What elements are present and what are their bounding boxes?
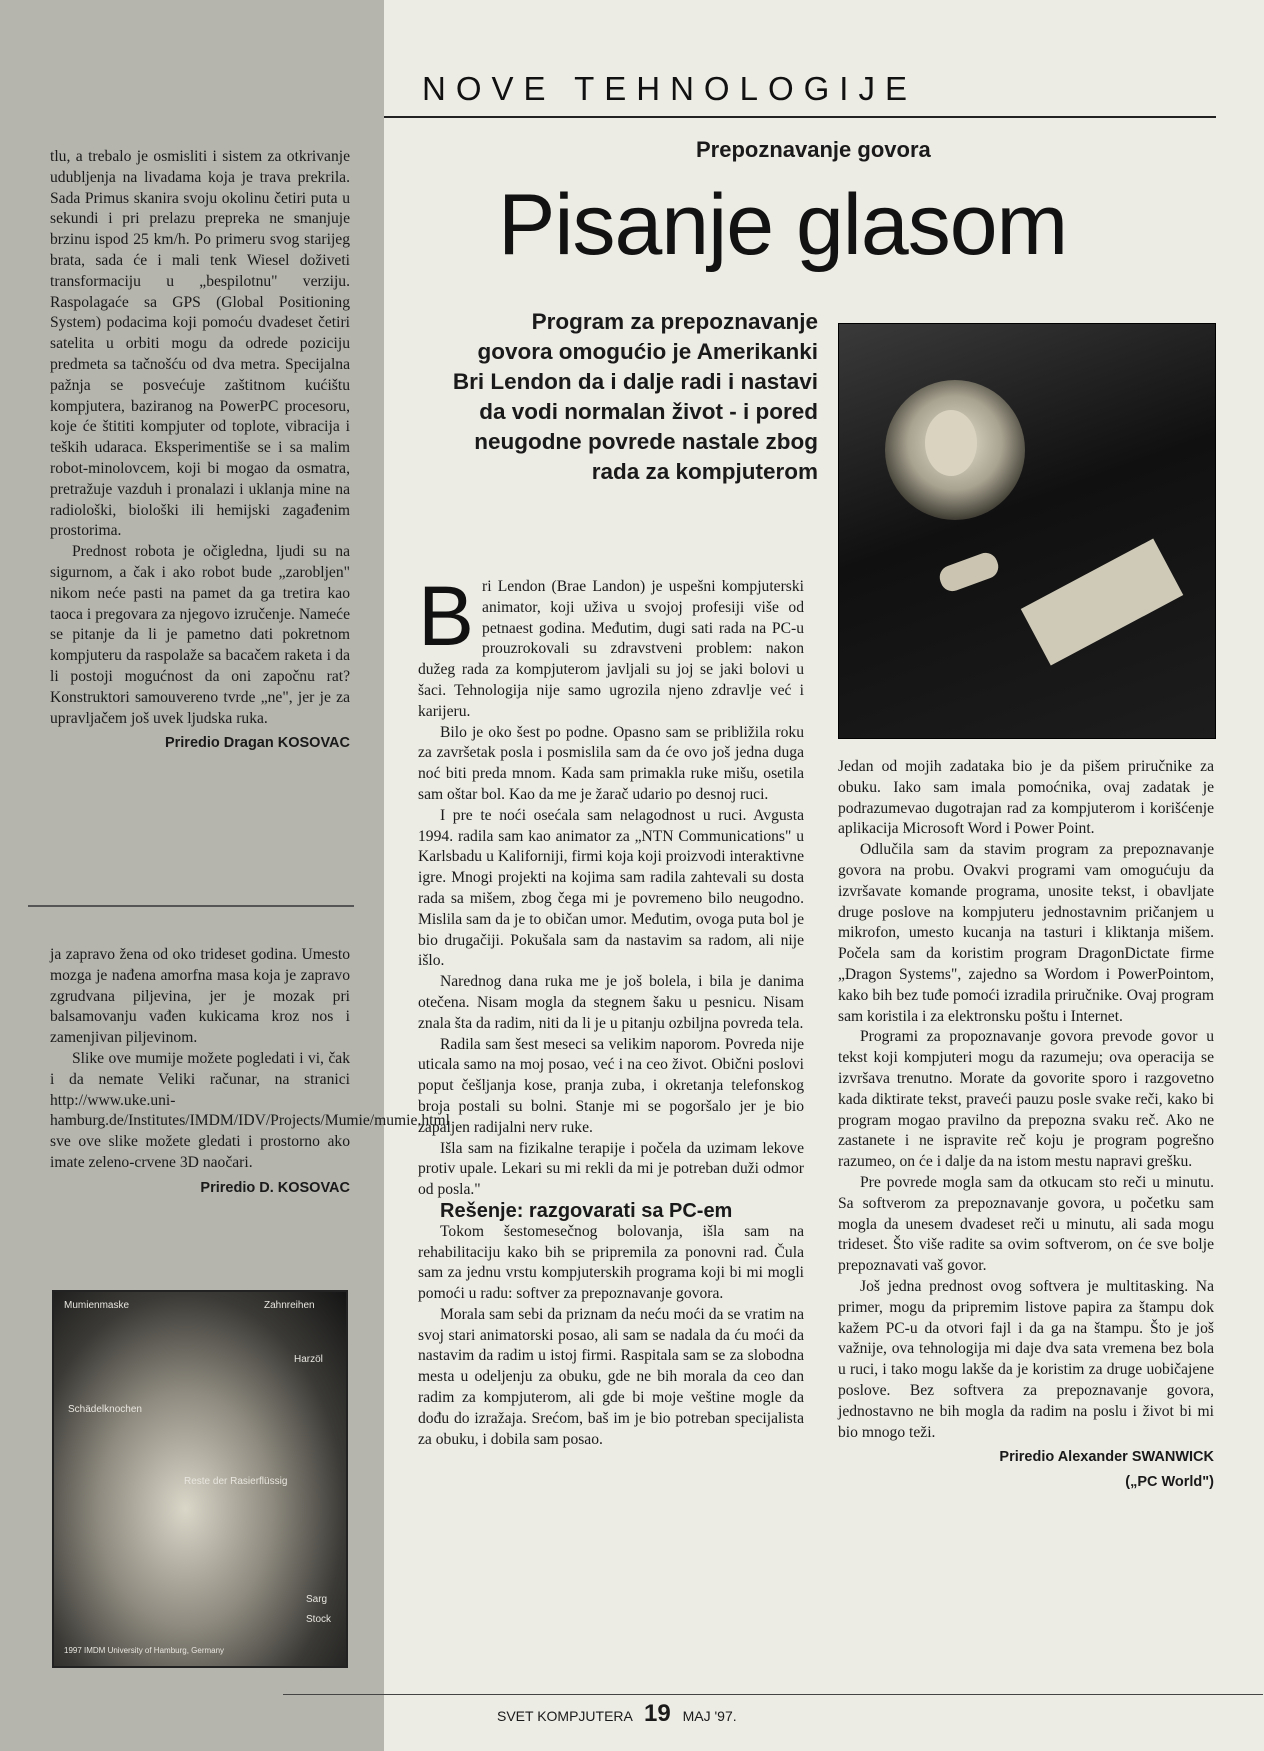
- article-paragraph: Morala sam sebi da priznam da neću moći da se vratim na svoj stari animatorski posao, ali sam se nadala da ću moći da nastavim da radim u istoj firmi. Raspitala sam se za slobodna mesta u odeljenju za obuku, gde ne bih morala da ceo dan radim za kompjuterom, ali gde bi moje veštine mogle da dođu do izražaja. Srećom, baš im je bio potreban specijalista za obuku, i dobila sam posao.: [418, 1305, 804, 1448]
- article-paragraph: Pre povrede mogla sam da otkucam sto reči u minutu. Sa softverom za prepoznavanje govora, u početku sam mogla da unesem dvadeset reči u minutu, ali sada mogu trideset. Što više radite sa ovim softverom, on će sve bolje prepoznavati vaš govor.: [838, 1173, 1214, 1275]
- article-paragraph: Radila sam šest meseci sa velikim naporom. Povreda nije uticala samo na moj posao, već i na ceo život. Obični poslovi poput češljanja kose, pranja zuba, i okretanja telefonskog broja postali su bolni. Stanje mi se pogoršalo jer je bio zapaljen radijalni nerv ruke.: [418, 1035, 804, 1136]
- image-label: Sarg: [306, 1594, 328, 1605]
- drop-cap: B: [418, 569, 475, 663]
- byline: Priredio Dragan KOSOVAC: [164, 735, 350, 752]
- byline: Priredio Alexander SWANWICK: [999, 1449, 1214, 1466]
- image-label: Harzöl: [294, 1354, 323, 1365]
- article-paragraph: Tokom šestomesečnog bolovanja, išla sam na rehabilitaciju kako bih se pripremila za ponovni rad. Čula sam za jednu vrstu kompjuterskih programa koji bi mi mogli pomoći u radu: softver za prepoznavanje govora.: [418, 1222, 804, 1303]
- issue-date: MAJ '97.: [682, 1708, 737, 1724]
- mummy-scan-image: [52, 1290, 348, 1668]
- image-label: Mumienmaske: [64, 1300, 130, 1311]
- article-paragraph: Bri Lendon (Brae Landon) je uspešni kompjuterski animator, koji uživa u svojoj profesiji više od petnaest godina. Međutim, dugi sati rada na PC-u prouzrokovali su zdravstveni problem: nakon dužeg rada za kompjuterom javljali su joj se jaki bolovi u šaci. Tehnologija nije samo ugrozila njeno zdravlje već i karijeru.: [418, 569, 804, 720]
- section-heading: NOVE TEHNOLOGIJE: [422, 70, 917, 107]
- photo-hand: [936, 550, 1001, 595]
- image-label: Reste der Rasierflüssig: [184, 1476, 288, 1487]
- article-paragraph: Programi za propoznavanje govora prevode govor u tekst koji kompjuteri mogu da razumeju; ova operacija se izvršava trenutno. Morate da govorite sporo i razgovetno kada diktirate tekst, praveći pauzu posle svake reči, kako bi program mogao pravilno da prepozna svaku reč. Ako ne zastanete i ne ispravite reč koju je program pogrešno razumeo, on će i dalje da na istom mestu napravi grešku.: [838, 1028, 1214, 1171]
- footer-rule: [283, 1694, 1263, 1695]
- image-label: Zahnreihen: [264, 1300, 315, 1311]
- section-rule: [384, 116, 1216, 118]
- article-paragraph: Išla sam na fizikalne terapije i počela da uzimam lekove protiv upale. Lekari su mi rekli da mi je potreban duži odmor od posla.": [418, 1139, 804, 1199]
- article-column-1: [418, 569, 804, 1450]
- page-footer: [497, 1700, 737, 1728]
- sidebar-paragraph: tlu, a trebalo je osmisliti i sistem za otkrivanje udubljenja na livadama koja je trava prekrila. Sada Primus skanira svoju okolinu četiri puta u sekundi i pri prelazu prepreka ne smanjuje brzinu ispod 25 km/h. Po primeru svog starijeg brata, sada će i mali tenk Wiesel doživeti transformaciju u „bespilotnu" verziju. Raspolagaće sa GPS (Global Positioning System) podacima koji pomoću dvadeset četiri satelita u orbiti mogu da odrede poziciju predmeta sa tačnošću od dva metra. Specijalna pažnja se posvećuje zaštitnom kućištu kompjutera, baziranog na PowerPC procesoru, koje će štititi kompjuter od toplote, vibracija i teških udaraca. Eksperimentiše se i sa malim robot-minolovcem, koji bi mogao da osmatra, pretražuje vazduh i pronalazi i uklanja mine na radiološki, biološki ili hemijski zagađenim prostorima.: [50, 148, 350, 540]
- sidebar-article-2: [50, 945, 450, 1199]
- sidebar-paragraph: Prednost robota je očigledna, ljudi su na sigurnom, a čak i ako robot bude „zarobljen" nikom neće pasti na pamet da ga tretira kao taoca i pregovara za njegovo izručenje. Nameće se pitanje da li je pametno dati pokretnom kompjuteru da raspolaže sa bacačem raketa i da li postoji mogućnost da oni započnu rat? Konstruktori samouvereno tvrde „ne", jer je za upravljačem još uvek ljudska ruka.: [50, 543, 350, 727]
- sidebar-article-1: [50, 147, 350, 754]
- photo-keyboard: [1021, 539, 1183, 666]
- sidebar-divider: [28, 905, 354, 907]
- page-number: 19: [644, 1700, 671, 1727]
- sidebar-paragraph: ja zapravo žena od oko trideset godina. Umesto mozga je nađena amorfna masa koja je zapravo zgrudvana piljevina, jer je mozak pri balsamovanju vađen kukicama kroz nos i zamenjivan piljevinom.: [50, 946, 350, 1047]
- image-label: Stock: [306, 1614, 332, 1625]
- article-photo: [838, 323, 1216, 739]
- article-paragraph: Odlučila sam da stavim program za prepoznavanje govora na probu. Ovakvi programi vam omogućuju da izvršavate komande programa, unosite tekst, i obavljate druge poslove na kompjuteru jednostavnim pričanjem u mikrofon, umesto kucanja na tasturi i kliktanja mišem. Počela sam da koristim program DragonDictate firme „Dragon Systems", zajedno sa Wordom i PowerPointom, kako bih bez tuđe pomoći izradila priručnike. Ovaj program sam koristila i za elektronsku poštu i Internet.: [838, 841, 1214, 1025]
- article-subheading: Rešenje: razgovarati sa PC-em: [440, 1199, 733, 1222]
- article-paragraph: Narednog dana ruka me je još bolela, i bila je danima otečena. Nisam mogla da stegnem šaku u pesnicu. Nisam znala šta da radim, niti da li je u pitanju ozbiljna povreda tela.: [418, 973, 804, 1032]
- magazine-name: SVET KOMPJUTERA: [497, 1708, 633, 1724]
- article-column-2: [838, 757, 1214, 1493]
- article-title: Pisanje glasom: [498, 177, 1068, 273]
- photo-face: [925, 410, 977, 476]
- article-paragraph: Jedan od mojih zadataka bio je da pišem priručnike za obuku. Iako sam imala pomoćnika, ovaj zadatak je podrazumevao dugotrajan rad za kompjuterom i korišćenje aplikacija Microsoft Word i Power Point.: [838, 758, 1214, 838]
- article-lead: Program za prepoznavanje govora omogućio je Amerikanki Bri Lendon da i dalje radi i nastavi da vodi normalan život - i pored neugodne povrede nastale zbog rada za kompjuterom: [452, 309, 818, 484]
- image-credit: 1997 IMDM University of Hamburg, Germany: [64, 1646, 225, 1655]
- image-label: Schädelknochen: [68, 1404, 142, 1415]
- article-paragraph: Bilo je oko šest po podne. Opasno sam se približila roku za završetak posla i posmislila sam da će ovo još jedna duga noć biti preda mnom. Kada sam primakla ruke mišu, osetila sam oštar bol. Kao da me je žarač udario po desnoj ruci.: [418, 723, 804, 803]
- article-kicker: Prepoznavanje govora: [696, 137, 931, 162]
- sidebar-paragraph: Slike ove mumije možete pogledati i vi, čak i da nemate Veliki računar, na stranici http://www.uke.uni-hamburg.de/Institutes/IMDM/IDV/Projects/Mumie/mumie.html sve ove slike možete gledati i prostorno ako imate zeleno-crvene 3D naočari.: [50, 1049, 450, 1171]
- byline: Priredio D. KOSOVAC: [200, 1179, 350, 1196]
- article-paragraph: Još jedna prednost ovog softvera je multitasking. Na primer, mogu da pripremim listove papira za štampu dok kažem PC-u da otvori fajl i da ga na štampu. Što je još važnije, ova tehnologija mi daje dva sata vremena bez bola u ruci, i tako mogu lakše da je koristim za druge uobičajene poslove. Bez softvera za prepoznavanje govora, jednostavno ne bih mogla da radim na poslu i život bi mi bio mnogo teži.: [838, 1277, 1214, 1441]
- article-paragraph: I pre te noći osećala sam nelagodnost u ruci. Avgusta 1994. radila sam kao animator za „NTN Communications" u Karlsbadu u Kaliforniji, firmi koja koji proizvodi interaktivne igre. Mnogi projekti na kojima sam radila zahtevali su dosta rada sa mišem, zbog čega mi je povremeno bilo neugodno. Mislila sam da je to običan umor. Međutim, ovoga puta bol je bio drugačiji. Pokušala sam da nastavim sa radom, ali nije išlo.: [418, 806, 804, 970]
- source-credit: („PC World"): [1125, 1474, 1214, 1491]
